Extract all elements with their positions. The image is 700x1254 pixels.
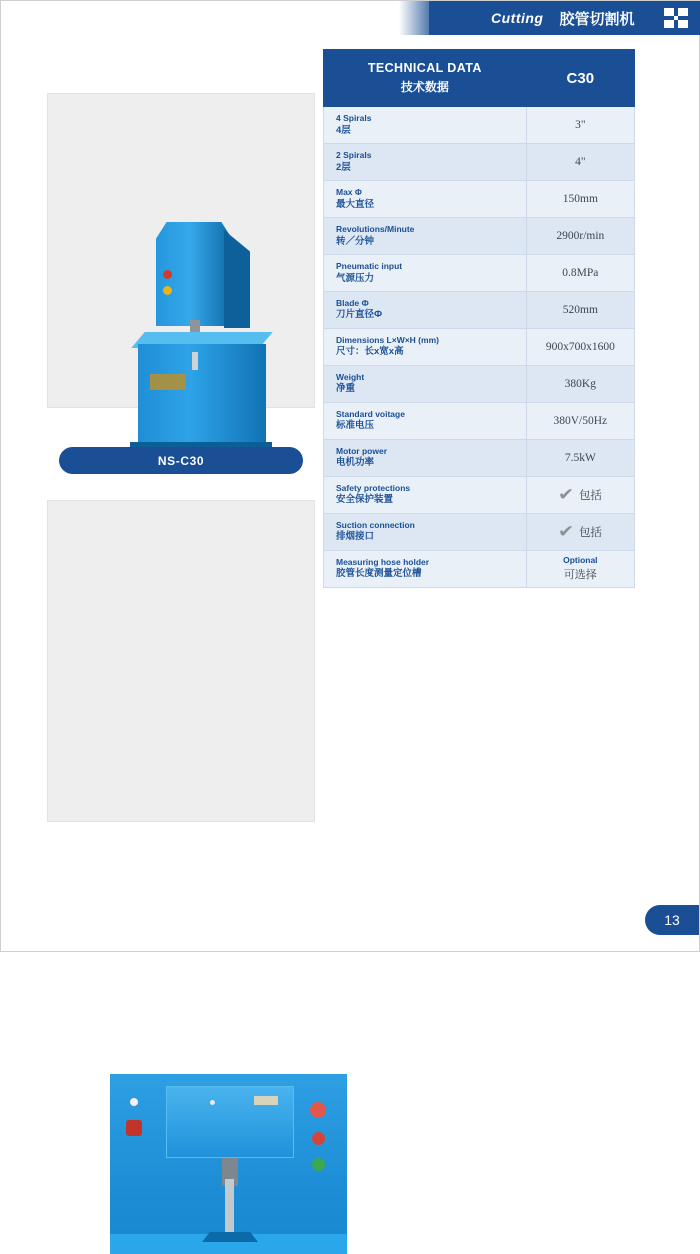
row-label-en: Pneumatic input	[336, 260, 403, 271]
row-value-text: 可选择	[563, 569, 597, 582]
machine-illustration-full	[120, 216, 310, 478]
table-row	[324, 365, 635, 402]
row-label-cn: 2层	[336, 161, 351, 173]
page-header	[429, 1, 700, 35]
closeup-screw-icon	[210, 1100, 215, 1105]
row-label	[324, 439, 527, 476]
row-label-cn: 4层	[336, 124, 351, 136]
table-row	[324, 180, 635, 217]
row-label	[324, 476, 527, 513]
row-label-cn: 标准电压	[336, 420, 375, 432]
row-label-cn: 刀片直径Ф	[336, 309, 383, 321]
product-photo-full	[47, 93, 315, 408]
page-number: 13	[645, 905, 699, 935]
table-header-en: TECHNICAL DATA	[367, 61, 482, 75]
row-label-en: Measuring hose holder	[336, 556, 430, 567]
row-value: 900x700x1600	[526, 328, 634, 365]
table-header-model: C30	[526, 50, 634, 107]
closeup-shaft	[225, 1179, 234, 1235]
table-row	[324, 402, 635, 439]
machine-head-side	[224, 230, 250, 328]
closeup-button-red-large-icon	[310, 1102, 326, 1118]
row-value-optional: Optional	[563, 555, 598, 566]
row-label-cn: 最大直径	[336, 198, 375, 210]
table-row	[324, 217, 635, 254]
machine-illustration-closeup	[110, 1074, 347, 1254]
row-value: 380V/50Hz	[526, 402, 634, 439]
machine-badge	[150, 374, 186, 390]
row-label-cn: 气源压力	[336, 272, 375, 284]
row-label-en: Revolutions/Minute	[336, 223, 415, 234]
row-label	[324, 180, 527, 217]
row-label	[324, 291, 527, 328]
row-label	[324, 402, 527, 439]
row-label-en: Max Φ	[336, 186, 362, 197]
row-label	[324, 254, 527, 291]
closeup-nameplate	[254, 1096, 278, 1105]
closeup-indicator-white	[130, 1098, 138, 1106]
checkmark-icon: ✔	[557, 522, 575, 542]
machine-knob-red-icon	[163, 270, 172, 279]
table-row	[324, 328, 635, 365]
row-label	[324, 513, 527, 550]
row-label-en: 4 Spirals	[336, 113, 372, 123]
row-value	[526, 513, 634, 550]
row-label	[324, 143, 527, 180]
row-value-text: 包括	[578, 526, 602, 539]
row-value: 3"	[526, 107, 634, 144]
row-value: 2900r/min	[526, 217, 634, 254]
row-label	[324, 550, 527, 587]
table-row	[324, 291, 635, 328]
table-row	[324, 254, 635, 291]
row-label	[324, 365, 527, 402]
checkmark-icon: ✔	[557, 485, 575, 505]
row-label-cn: 安全保护装置	[336, 494, 394, 506]
table-header-label	[324, 50, 527, 107]
row-label	[324, 217, 527, 254]
row-value: 4"	[526, 143, 634, 180]
table-row	[324, 143, 635, 180]
row-label-en: Weight	[336, 371, 365, 382]
row-value: 7.5kW	[526, 439, 634, 476]
row-label-en: Dimensions L×W×H (mm)	[336, 334, 439, 345]
header-title-en: Cutting	[491, 10, 544, 26]
table-header-row	[324, 50, 635, 107]
row-label-cn: 尺寸：长x宽x高	[336, 346, 404, 358]
row-label-cn: 转／分钟	[336, 235, 375, 247]
row-label-en: Standard voitage	[336, 408, 405, 419]
row-label-en: Suction connection	[336, 519, 415, 530]
technical-data-table	[323, 49, 635, 588]
brand-logo-icon	[663, 7, 689, 29]
machine-knob-yellow-icon	[163, 286, 172, 295]
row-label-en: Motor power	[336, 445, 387, 456]
table-header-cn: 技术数据	[400, 80, 449, 94]
row-label-cn: 胶管长度测量定位槽	[336, 568, 422, 580]
row-value: 150mm	[526, 180, 634, 217]
product-photo-closeup	[47, 500, 315, 822]
table-row	[324, 107, 635, 144]
row-value	[526, 550, 634, 587]
row-label-en: Safety protections	[336, 482, 411, 493]
row-label-en: 2 Spirals	[336, 149, 372, 160]
model-label: NS-C30	[59, 447, 303, 474]
header-title-cn: 胶管切割机	[559, 10, 635, 28]
row-label-cn: 净重	[336, 383, 356, 395]
table-row	[324, 550, 635, 587]
machine-body	[138, 344, 266, 454]
row-value: 0.8MPa	[526, 254, 634, 291]
row-label-cn: 排烟接口	[336, 531, 375, 543]
row-value-text: 包括	[578, 489, 602, 502]
row-value: 520mm	[526, 291, 634, 328]
closeup-foot	[202, 1232, 258, 1242]
row-label	[324, 107, 527, 144]
table-row	[324, 476, 635, 513]
closeup-button-red-small-icon	[312, 1132, 325, 1145]
table-row	[324, 439, 635, 476]
row-label	[324, 328, 527, 365]
row-value: 380Kg	[526, 365, 634, 402]
row-label-cn: 电机功率	[336, 457, 375, 469]
closeup-emergency-knob-icon	[126, 1120, 142, 1136]
table-row	[324, 513, 635, 550]
row-label-en: Blade Ф	[336, 297, 369, 308]
row-value	[526, 476, 634, 513]
closeup-button-green-icon	[312, 1158, 325, 1171]
machine-shaft	[192, 352, 198, 370]
